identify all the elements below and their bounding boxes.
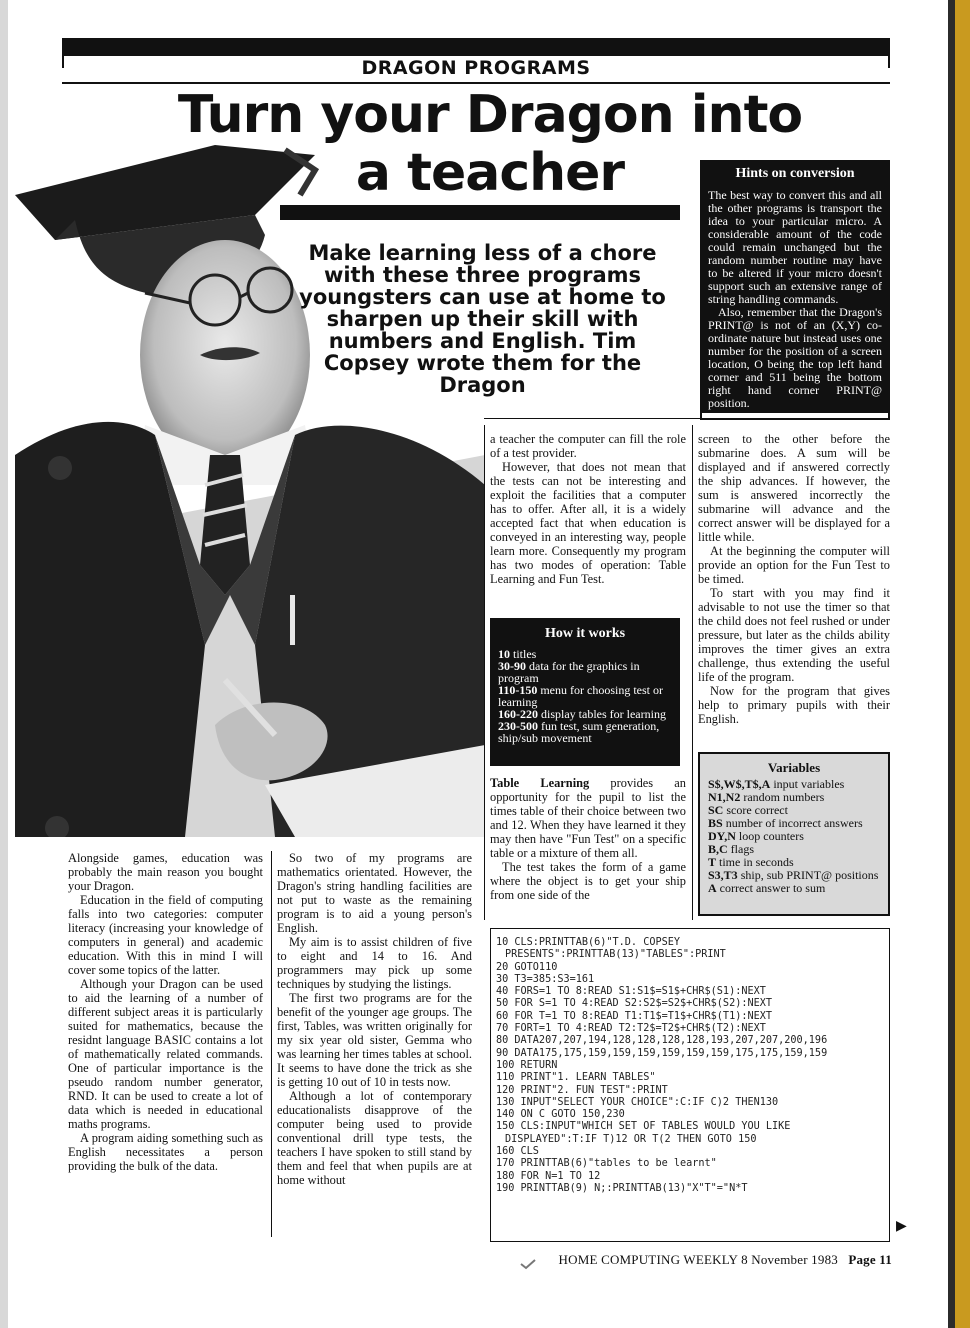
listing-line: 140 ON C GOTO 150,230 — [496, 1109, 625, 1121]
hints-body — [702, 186, 888, 413]
listing-line: 50 FOR S=1 TO 4:READ S2:S2$=S2$+CHR$(S2):NEXT — [496, 998, 773, 1010]
article-paragraph: Although a lot of contemporary educationalists disapprove of the computer being used to provide conventional drill type tests, the teachers I have spoken to still stand by them and feel that when pupils are at home without — [277, 1089, 472, 1187]
variable-item: S3,T3 ship, sub PRINT@ positions — [708, 868, 879, 882]
how-it-works-box — [490, 618, 680, 766]
listing-line: 20 GOTO110 — [496, 961, 558, 973]
article-paragraph: A program aiding something such as English necessitates a person providing the bulk of the data. — [68, 1131, 263, 1173]
listing-line: 120 PRINT"2. FUN TEST":PRINT — [496, 1084, 668, 1096]
listing-line: 10 CLS:PRINTTAB(6)"T.D. COPSEY PRESENTS":PRINTTAB(13)"TABLES":PRINT — [496, 937, 726, 961]
article-paragraph: So two of my programs are mathematics orientated. However, the Dragon's string handling facilities are not put to waste as the remaining program is to aid a young person's English. — [277, 851, 472, 935]
page-footer — [520, 1252, 892, 1268]
article-paragraph: Alongside games, education was probably the main reason you bought your Dragon. — [68, 851, 263, 893]
article-paragraph: Although your Dragon can be used to aid the learning of a number of different subject areas it is particularly suited for mathematics, because the residnt language BASIC contains a lot of mathematically related commands. One of particular importance is the pseudo random number generator, RND. It can be used to create a lot of data which is needed in educational maths programs. — [68, 977, 263, 1131]
variable-item: DY,N loop counters — [708, 829, 804, 843]
variables-title: Variables — [767, 760, 821, 775]
article-column-1 — [68, 851, 263, 1173]
listing-line: 80 DATA207,207,194,128,128,128,128,193,207,207,200,196 — [496, 1035, 828, 1047]
section-divider — [484, 418, 890, 419]
section-rule — [62, 82, 890, 84]
column-rule — [692, 425, 693, 920]
hints-title: Hints on conversion — [735, 166, 855, 181]
listing-line: 170 PRINTTAB(6)"tables to be learnt" — [496, 1158, 717, 1170]
listing-line: 30 T3=385:S3=161 — [496, 973, 595, 985]
article-paragraph: Now for the program that gives help to primary pupils with their English. — [698, 684, 890, 726]
footer-magazine: HOME COMPUTING WEEKLY 8 November 1983 — [558, 1252, 838, 1267]
section-label: DRAGON PROGRAMS — [361, 57, 591, 79]
hints-title-bar — [702, 162, 888, 186]
article-column-2 — [277, 851, 472, 1187]
listing-line: 160 CLS — [496, 1146, 539, 1158]
continue-arrow-icon: ▶ — [896, 1219, 907, 1234]
article-paragraph: Education in the field of computing falls into two categories: computer literacy (increasing your knowledge of computers in general) and academic education. With this in mind I will cover some topics of the latter. — [68, 893, 263, 977]
listing-line: 190 PRINTTAB(9) N;:PRINTTAB(13)"X"T"="N*T — [496, 1182, 748, 1194]
how-it-works-item: 160-220 display tables for learning — [498, 707, 666, 721]
article-column-3-top — [490, 432, 686, 586]
article-paragraph: screen to the other before the submarine does. A sum will be displayed and if answered correctly the ship advances. If however, the sum is answered incorrectly the submarine will advance and the correct answer will be displayed for a little while. — [698, 432, 890, 544]
article-column-3-bottom — [490, 776, 686, 902]
variable-item: B,C flags — [708, 842, 754, 856]
article-paragraph: At the beginning the computer will provide an option for the Fun Test to be timed. — [698, 544, 890, 586]
article-paragraph: a teacher the computer can fill the role of a test provider. — [490, 432, 686, 460]
variable-item: BS number of incorrect answers — [708, 816, 863, 830]
footer-page-number: Page 11 — [848, 1252, 892, 1267]
variable-item: SC score correct — [708, 803, 788, 817]
hints-paragraph: Also, remember that the Dragon's PRINT@ is not of an (X,Y) co-ordinate nature but instead uses one number for the position of a screen location, O being the top left hand corner and 511 being the bottom right hand corner PRINT@ position. — [708, 305, 882, 410]
listing-line: 60 FOR T=1 TO 8:READ T1:T1$=T1$+CHR$(T1):NEXT — [496, 1010, 773, 1022]
scan-edge-right — [955, 0, 970, 1328]
how-it-works-item: 110-150 menu for choosing test or learning — [498, 683, 663, 709]
hints-box — [700, 160, 890, 420]
listing-line: 180 FOR N=1 TO 12 — [496, 1170, 601, 1182]
listing-line: 40 FORS=1 TO 8:READ S1:S1$=S1$+CHR$(S1):NEXT — [496, 986, 766, 998]
how-it-works-item: 30-90 data for the graphics in program — [498, 659, 640, 685]
headline-rule — [280, 205, 680, 220]
listing-line: 100 RETURN — [496, 1059, 558, 1071]
table-learning-lead: Table Learning — [490, 776, 590, 790]
variables-box — [698, 752, 890, 916]
scan-edge-left — [0, 0, 8, 1328]
listing-line: 70 FORT=1 TO 4:READ T2:T2$=T2$+CHR$(T2):NEXT — [496, 1023, 766, 1035]
article-paragraph: The first two programs are for the benefit of the younger age groups. The first, Tables, was written originally for my six year old sister, Gemma who was learning her times tables at school. It seems to have done the trick as she is getting 10 out of 10 in tests now. — [277, 991, 472, 1089]
variable-item: S$,W$,T$,A input variables — [708, 777, 845, 791]
listing-line: 130 INPUT"SELECT YOUR CHOICE":C:IF C)2 THEN130 — [496, 1096, 779, 1108]
header-bar — [62, 38, 890, 56]
variable-item: N1,N2 random numbers — [708, 790, 825, 804]
article-column-4 — [698, 432, 890, 726]
article-paragraph: To start with you may find it advisable to not use the timer so that the child does not feel rushed or under pressure, but later as the childs ability improves the timer gives an extra challenge, thus extending the useful life of the program. — [698, 586, 890, 684]
column-rule — [271, 851, 272, 1237]
program-listing — [490, 928, 890, 1242]
headline-line-1: Turn your Dragon into — [177, 85, 803, 145]
variable-item: A correct answer to sum — [708, 881, 826, 895]
column-rule — [484, 425, 485, 920]
variable-item: T time in seconds — [708, 855, 794, 869]
scan-edge-shadow — [948, 0, 955, 1328]
standfirst: Make learning less of a chore with these three programs youngsters can use at home to sharpen up their skill with numbers and English. Tim Copsey wrote them for the Dragon — [299, 241, 666, 397]
article-paragraph: However, that does not mean that the tests can not be interesting and exploit the facilities that a computer has to offer. After all, it is a widely accepted fact that when education is conveyed in an interesting way, people learn more. Consequently my program has two modes of operation: Table Learning and Fun Test. — [490, 460, 686, 586]
article-paragraph: Table Learning provides an opportunity for the pupil to list the times table of their choice between two and 12. When they have learned it they may then have "Fun Test" on a specific table or a mixture of them all. — [490, 776, 686, 860]
article-paragraph: My aim is to assist children of five to eight and 14 to 16. And programmers may pick up some techniques by studying the listings. — [277, 935, 472, 991]
author-photo — [15, 125, 485, 837]
how-it-works-title: How it works — [544, 626, 626, 641]
listing-lines — [491, 929, 889, 1195]
hints-paragraph: The best way to convert this and all the other programs is transport the idea to your particular micro. A considerable amount of the code could remain unchanged but the random number routine may have to be altered if your micro doesn't support such an extensive range of string handling commands. — [708, 188, 882, 306]
headline-line-2: a teacher — [355, 143, 625, 203]
listing-line: 90 DATA175,175,159,159,159,159,159,159,175,175,159,159 — [496, 1047, 828, 1059]
listing-line: 110 PRINT"1. LEARN TABLES" — [496, 1072, 656, 1084]
listing-line: 150 CLS:INPUT"WHICH SET OF TABLES WOULD YOU LIKE DISPLAYED":T:IF T)12 OR T(2 THEN GOTO 150 — [496, 1121, 797, 1145]
how-it-works-item: 230-500 fun test, sum generation, ship/sub movement — [498, 719, 660, 745]
article-paragraph: The test takes the form of a game where the object is to get your ship from one side of the — [490, 860, 686, 902]
how-it-works-item: 10 titles — [498, 647, 537, 661]
